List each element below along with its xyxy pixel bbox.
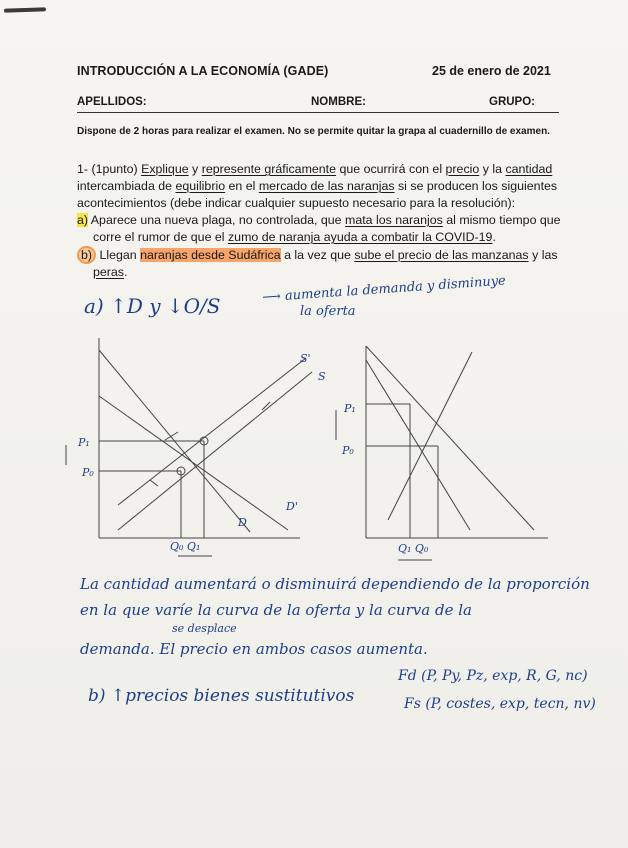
word-cantidad: cantidad <box>505 162 553 176</box>
graph2-label-P1: P₁ <box>344 402 356 415</box>
graph-labels <box>77 352 429 555</box>
graph1-shift-arrow <box>150 480 158 486</box>
answer-b-fd: Fd (P, Py, Pz, exp, R, G, nc) <box>398 668 588 684</box>
graph1-label-S: S <box>318 370 326 383</box>
text-fragment: si se producen los siguientes <box>394 179 558 193</box>
graph1-label-Q: Q₀ Q₁ <box>170 540 201 553</box>
text-fragment: y <box>188 162 202 176</box>
graph1-shift-arrow <box>262 402 270 410</box>
answer-para-2: en la que varíe la curva de la oferta y la curva de la <box>80 601 472 619</box>
graph1-label-P0: P₀ <box>82 466 94 479</box>
graph1-supply-S-prime <box>118 358 306 505</box>
option-b-label: b) <box>77 246 96 264</box>
answer-para-2-note: se desplace <box>172 622 237 635</box>
word-explique: Explique <box>141 162 189 176</box>
exam-title: INTRODUCCIÓN A LA ECONOMÍA (GADE) <box>77 64 329 78</box>
answer-a-heading: a) ↑D y ↓O/S <box>84 294 221 318</box>
graph1-supply-S <box>118 372 312 530</box>
text-fragment: intercambiada de <box>77 179 176 193</box>
graph2-demand-prime <box>366 346 534 530</box>
option-a-label: a) <box>77 213 89 227</box>
apellidos-label: APELLIDOS: <box>77 96 147 108</box>
nombre-label: NOMBRE: <box>311 96 366 108</box>
question-line-3: acontecimientos (debe indicar cualquier supuesto necesario para la resolución): <box>77 196 516 210</box>
graph2-supply <box>388 352 472 520</box>
answer-para-3: demanda. El precio en ambos casos aumenta. <box>80 640 428 658</box>
exam-notice: Dispone de 2 horas para realizar el examen. No se permite quitar la grapa al cuadernillo de examen. <box>77 126 550 137</box>
text-fragment: Aparece una nueva plaga, no controlada, que <box>88 213 345 227</box>
graph-1 <box>66 338 312 556</box>
graph2-label-Q: Q₁ Q₀ <box>398 542 429 555</box>
text-fragment: . <box>492 230 496 244</box>
text-fragment: y la <box>479 162 506 176</box>
text-fragment: al mismo tiempo que <box>442 213 561 227</box>
graph1-label-D: D <box>238 516 247 529</box>
word-precio: precio <box>445 162 480 176</box>
text-fragment: corre el rumor de que el <box>93 230 228 244</box>
graph2-label-P0: P₀ <box>342 444 354 457</box>
word-represente: represente gráficamente <box>201 162 337 176</box>
graph1-shift-arrow <box>165 432 178 440</box>
text-fragment: Llegan <box>96 248 141 262</box>
word-equilibrio: equilibrio <box>175 179 226 193</box>
phrase-zumo-covid: zumo de naranja ayuda a combatir la COVID-19 <box>227 230 493 244</box>
text-fragment: a la vez que <box>280 248 355 262</box>
text-fragment: en el <box>225 179 259 193</box>
grupo-label: GRUPO: <box>489 96 535 108</box>
answer-b-heading: b) ↑precios bienes sustitutivos <box>88 686 355 706</box>
question-number: 1- (1punto) <box>77 162 138 176</box>
answer-a-note-2: la oferta <box>300 304 356 319</box>
graph1-demand-D-prime <box>99 396 288 530</box>
answer-a-note: ⟶ aumenta la demanda y disminuye <box>261 273 507 306</box>
phrase-mata-naranjos: mata los naranjos <box>345 213 443 227</box>
graph1-label-S-prime: S' <box>300 352 311 365</box>
text-fragment: que ocurrirá con el <box>336 162 446 176</box>
text-fragment: . <box>124 265 128 279</box>
phrase-precio-manzanas: sube el precio de las manzanas <box>354 248 529 262</box>
graph-2 <box>336 346 548 560</box>
phrase-naranjas-sudafrica: naranjas desde Sudáfrica <box>140 248 281 262</box>
word-peras: peras <box>93 265 124 279</box>
answer-b-fs: Fs (P, costes, exp, tecn, nv) <box>404 696 596 712</box>
graph1-label-P1: P₁ <box>78 436 90 449</box>
word-mercado: mercado de las naranjas <box>258 179 395 193</box>
answer-para-1: La cantidad aumentará o disminuirá dependiendo de la proporción <box>80 575 590 593</box>
text-fragment: y las <box>528 248 558 262</box>
graph1-label-D-prime: D' <box>286 500 298 513</box>
graph2-demand <box>366 360 470 530</box>
exam-date: 25 de enero de 2021 <box>432 64 551 78</box>
